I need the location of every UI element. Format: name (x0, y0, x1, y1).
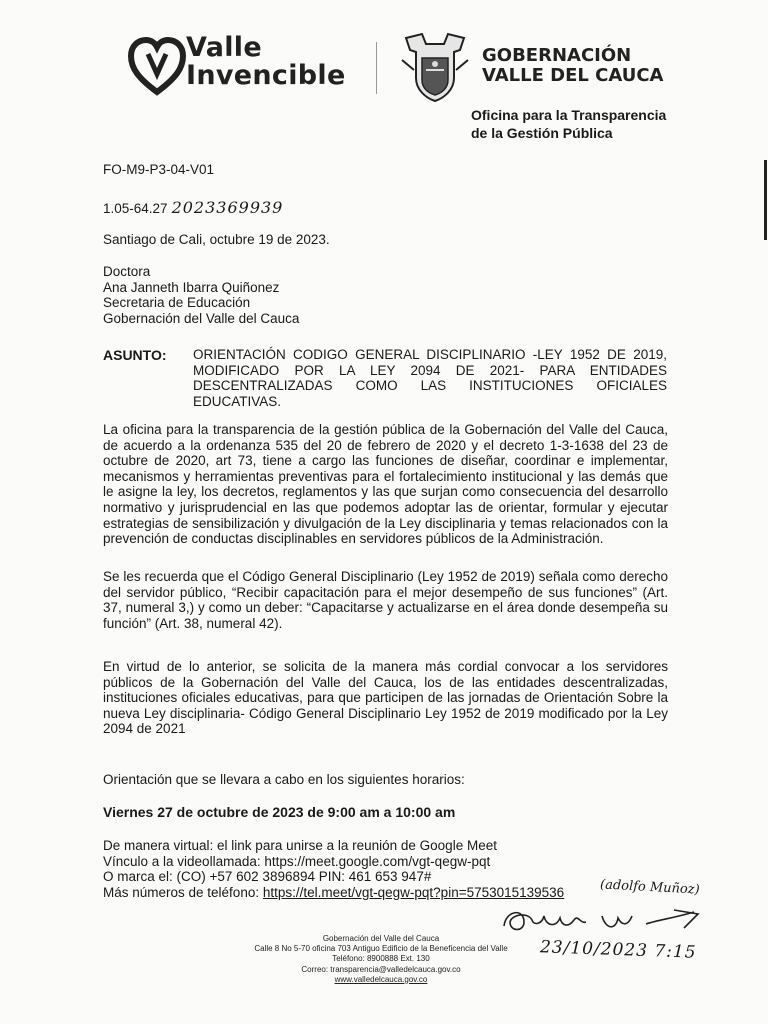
phone-numbers-link[interactable]: https://tel.meet/vgt-qegw-pqt?pin=5753015139536 (262, 884, 565, 900)
gov-line2: VALLE DEL CAUCA (482, 65, 664, 86)
brand-line2: Invencible (186, 60, 346, 91)
letter-date: Santiago de Cali, octubre 19 de 2023. (103, 232, 330, 247)
scan-edge-mark (764, 160, 767, 240)
meet-line-2: Vínculo a la videollamada: https://meet.google.com/vgt-qegw-pqt (103, 853, 491, 869)
subject-text: ORIENTACIÓN CODIGO GENERAL DISCIPLINARIO -LEY 1952 DE 2019, MODIFICADO POR LA LEY 2094 DE 2021- PARA ENTIDADES DESCENTRALIZADAS COMO LAS INSTITUCIONES OFICIALES EDUCATIVAS. (193, 347, 667, 409)
radicado-handwritten: 2023369939 (171, 198, 284, 217)
office-name (471, 106, 666, 142)
recipient-title: Doctora (103, 264, 151, 279)
phone-numbers-label: Más números de teléfono: (103, 884, 263, 900)
meeting-details (103, 838, 564, 900)
session-datetime: Viernes 27 de octubre de 2023 de 9:00 am a 10:00 am (103, 804, 456, 820)
brand-line1: Valle (186, 32, 262, 63)
paragraph-3: En virtud de lo anterior, se solicita de la manera más cordial convocar a los servidores públicos de la Gobernación del Valle del Cauca, los de las entidades descentralizadas, instituciones oficiales educativas, para que participen de las jornadas de Orientación Sobre la nueva Ley disciplinaria- Código General Disciplinario Ley 1952 de 2019 modificado por la Ley 2094 de 2021 (103, 659, 668, 737)
coat-of-arms-icon (400, 30, 470, 104)
handwritten-received-date: 23/10/2023 7:15 (539, 937, 697, 963)
paragraph-2: Se les recuerda que el Código General Disciplinario (Ley 1952 de 2019) señala como derecho del servidor público, “Recibir capacitación para el mejor desempeño de sus funciones” (Art. 37, numeral 3,) y como un deber: “Capacitarse y actualizarse en el área donde desempeña su función” (Art. 38, numeral 42). (103, 569, 668, 631)
header-divider (376, 42, 377, 94)
footer-website-link[interactable]: www.valledelcauca.gov.co (334, 974, 428, 984)
gov-line1: GOBERNACIÓN (482, 45, 632, 66)
footer-line-3: Teléfono: 8900888 Ext. 130 (332, 954, 430, 964)
governorate-title (482, 46, 663, 86)
meet-line-1: De manera virtual: el link para unirse a la reunión de Google Meet (103, 838, 497, 853)
radicado-number (103, 200, 283, 217)
recipient-block (103, 264, 299, 326)
meet-line-4 (103, 885, 564, 901)
valle-invencible-logo (128, 34, 358, 98)
footer-line-1: Gobernación del Valle del Cauca (322, 934, 440, 943)
office-line1: Oficina para la Transparencia (471, 107, 667, 123)
recipient-position: Secretaria de Educación (103, 295, 251, 311)
footer (226, 934, 536, 985)
paragraph-1: La oficina para la transparencia de la gestión pública de la Gobernación del Valle del Cauca, de acuerdo a la ordenanza 535 del 20 de febrero de 2020 y el decreto 1-3-1638 del 23 de octubre de 2020, art 73, tiene a cargo las funciones de diseñar, coordinar e implementar, mecanismos y herramientas preventivas para el fortalecimiento institucional y las demás que le asigne la ley, los decretos, reglamentos y las que surjan como consecuencia del desarrollo normativo y jurisprudencial en las que podemos adoptar las de orientar, formular y ejecutar estrategias de sensibilización y divulgación de la Ley disciplinaria y temas relacionados con la prevención de conductas disciplinables en servidores públicos de la Administración. (103, 422, 668, 547)
handwritten-receiver-name: (adolfo Muñoz) (599, 877, 701, 898)
meet-line-3: O marca el: (CO) +57 602 3896894 PIN: 461 653 947# (103, 869, 432, 885)
footer-line-4: Correo: transparencia@valledelcauca.gov.co (301, 964, 461, 974)
radicado-prefix: 1.05-64.27 (103, 201, 168, 216)
recipient-name: Ana Janneth Ibarra Quiñonez (103, 279, 280, 295)
heart-logo-icon (128, 36, 186, 96)
subject-label: ASUNTO: (103, 347, 167, 363)
office-line2: de la Gestión Pública (471, 125, 613, 141)
form-code: FO-M9-P3-04-V01 (103, 162, 215, 177)
schedule-intro: Orientación que se llevara a cabo en los siguientes horarios: (103, 772, 465, 787)
recipient-entity: Gobernación del Valle del Cauca (103, 310, 300, 326)
footer-line-2: Calle 8 No 5-70 oficina 703 Antiguo Edificio de la Beneficencia del Valle (254, 944, 508, 954)
